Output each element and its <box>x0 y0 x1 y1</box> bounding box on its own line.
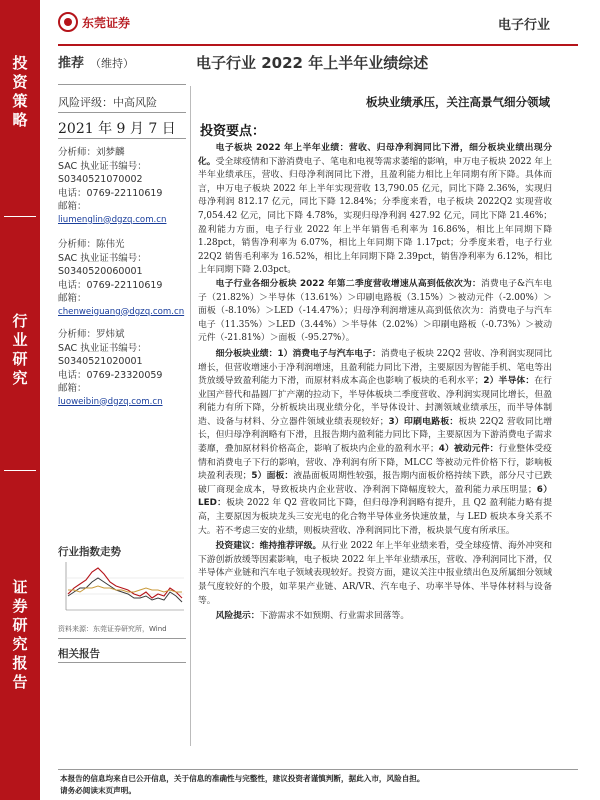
page-footer: 本报告的信息均来自已公开信息，关于信息的准确性与完整性，建议投资者谨慎判断，据此入市，风险自担。 请务必阅读末页声明。 <box>60 774 425 795</box>
key-points-heading: 投资要点： <box>200 124 266 139</box>
analyst-email-link[interactable]: chenweiguang@dgzq.com.cn <box>58 306 185 317</box>
paragraph-segment-details: 细分板块业绩：1）消费电子与汽车电子：消费电子板块 22Q2 营收、净利润实现同比增长，但营收增速小于净利润增速，且盈利能力同比下滑，主要原因为智能手机、笔电等出货放缓导致盈利能力下滑，而原材料成本高企也影响了板块的毛利水平；2）半导体：在行业国产替代和晶圆厂扩产潮的拉动下，半导体板块二季度营收、净利润实现同比增长，但盈利能力有所下降，分析板块出现业绩分化，半导体设计、封测领域业绩承压，而半导体制造、设备与材料、分立器件领域业绩表现较好；3）印刷电路板：板块 22Q2 营收同比增长，但归母净利润略有下滑，且报告期内盈利能力同比下降，主要原因为下游消费电子需求萎靡，叠加原材料价格高企，影响了板块内企业的盈利水平；4）被动元件：行业整体受疫情和消费电子下行的影响，营收、净利润有所下降，MLCC 等被动元件价格下行，影响板块盈利表现；5）面板：液晶面板周期性较强，报告期内面板价格持续下跌，部分尺寸已跌破厂商现金成本，导致板块内企业营收、净利润下降幅度较大，盈利能力承压明显；6）LED：板块 2022 年 Q2 营收同比下降，但归母净利润略有提升，且 Q2 盈利能力略有提高，主要原因为板块龙头三安光电的化合物半导体业务快速放量，与 LED 板块本身关系不大。若不考虑三安的业绩，则板块营收、净利润同比下滑，板块景气度有所承压。 <box>198 348 552 536</box>
red-sidebar <box>0 0 40 800</box>
paragraph-investment-advice: 投资建议：维持推荐评级。从行业 2022 年上半年业绩来看，受全球疫情、海外冲突和下游创新放缓等因素影响，电子板块 2022 年上半年业绩承压，营收、净利润同比下滑，仅半导体产业链和汽车电子领域表现较好。投资方面，建议关注中报业绩出色及所属细分领域景气度较好的个股，如苹果产业链、AR/VR、汽车电子、功率半导体、半导体材料与设备等。 <box>198 541 552 606</box>
column-divider <box>190 86 191 746</box>
paragraph-performance: 电子板块 2022 年上半年业绩：营收、归母净利润同比下滑，细分板块业绩出现分化。受全球疫情和下游消费电子、笔电和电视等需求萎缩的影响，申万电子板块 2022 年上半年业绩承压，营收、归母净利润同比下滑，且盈利能力相比上年同期有所下降。具体而言，申万电子板块 2022 年上半年实现营收 13,790.05 亿元，同比下降 2.36%，实现归母净利润 812.17 亿元，同比下降 12.84%；分季度来看，电子板块 2022Q2 实现营收 7,054.42 亿元，同比下降 4.78%，实现归母净利润 427.92 亿元，同比下降 21.46%；盈利能力方面，电子行业 2022 年上半年销售毛利率为 16.86%，相比上年同期下降 1.28pct，销售净利率为 6.07%，相比上年同期下降 1.17pct；分季度来看，电子行业 22Q2 销售毛利率为 16.52%，相比上年同期下降 2.39pct，销售净利率为 6.12%，相比上年同期下降 2.03pct。 <box>198 143 552 276</box>
report-title: 电子行业 2022 年上半年业绩综述 <box>196 54 429 72</box>
logo-mark-icon <box>58 12 78 32</box>
sidebar-divider <box>4 470 36 471</box>
trend-chart-svg <box>58 558 188 618</box>
risk-level: 风险评级：中高风险 <box>58 96 157 109</box>
report-subtitle: 板块业绩承压，关注高景气细分领域 <box>366 95 550 109</box>
report-body <box>198 142 552 624</box>
footer-divider <box>58 769 578 770</box>
company-logo: 东莞证券 <box>58 12 130 32</box>
divider <box>58 84 186 85</box>
header-divider <box>58 44 578 46</box>
analyst-email-link[interactable]: luoweibin@dgzq.com.cn <box>58 396 163 407</box>
trend-title: 行业指数走势 <box>58 546 121 558</box>
chart-source: 资料来源：东莞证券研究所，Wind <box>58 625 167 633</box>
related-reports-title: 相关报告 <box>58 648 100 660</box>
analyst-email-link[interactable]: liumenglin@dgzq.com.cn <box>58 214 167 225</box>
sidebar-label-investment-strategy: 投 资 策 略 <box>12 54 28 129</box>
report-date: 2021 年 9 月 7 日 <box>58 121 176 137</box>
industry-trend-chart <box>58 558 188 618</box>
trend-series-line <box>68 578 182 602</box>
divider <box>58 638 186 639</box>
industry-label: 电子行业 <box>497 18 550 33</box>
divider <box>58 138 186 139</box>
sidebar-label-securities-report: 证 券 研 究 报 告 <box>12 578 28 691</box>
rating: 推荐 （维持） <box>58 56 135 71</box>
sidebar-label-industry-research: 行 业 研 究 <box>12 312 28 387</box>
page-header <box>40 0 600 44</box>
divider <box>58 112 186 113</box>
sidebar-divider <box>4 216 36 217</box>
analyst-card: 分析师：陈伟光 SAC 执业证书编号： S0340520060001 电话：0769-22110619 邮箱： chenweiguang@dgzq.com.cn <box>58 238 190 319</box>
paragraph-risk-warning: 风险提示：下游需求不如预期、行业需求回落等。 <box>215 611 410 622</box>
analyst-card: 分析师：刘梦麟 SAC 执业证书编号： S0340521070002 电话：0769-22110619 邮箱： liumenglin@dgzq.com.cn <box>58 146 190 227</box>
analyst-card: 分析师：罗炜斌 SAC 执业证书编号： S0340521020001 电话：0769-23320059 邮箱： luoweibin@dgzq.com.cn <box>58 328 190 409</box>
divider <box>58 662 186 663</box>
paragraph-segment-growth: 电子行业各细分板块 2022 年第二季度营收增速从高到低依次为：消费电子&汽车电子（21.82%）＞半导体（13.61%）＞印刷电路板（3.15%）＞被动元件（-2.00%）＞面板（-8.10%）＞LED（-14.47%）；归母净利润增速从高到低依次为：消费电子与汽车电子（11.35%）＞LED（3.44%）＞半导体（2.02%）＞印刷电路板（-0.73%）＞被动元件（-21.81%）＞面板（-95.27%）。 <box>198 278 552 344</box>
